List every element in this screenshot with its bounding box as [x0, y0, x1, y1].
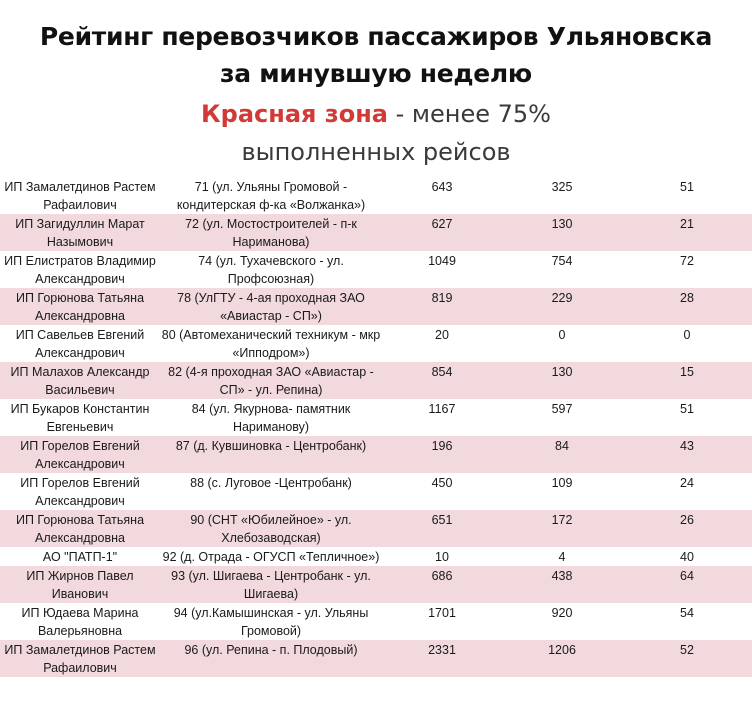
page-header — [0, 0, 752, 171]
route-cell: 74 (ул. Тухачевского - ул. Профсоюзная) — [160, 251, 382, 288]
table-row — [0, 640, 752, 677]
route-cell: 87 (д. Кувшиновка - Центробанк) — [160, 436, 382, 473]
value-2-cell: 754 — [502, 251, 622, 288]
carrier-cell: ИП Малахов Александр Васильевич — [0, 362, 160, 399]
carrier-cell: ИП Замалетдинов Растем Рафаилович — [0, 177, 160, 214]
value-2-cell: 920 — [502, 603, 622, 640]
value-2-cell: 597 — [502, 399, 622, 436]
carrier-cell: ИП Жирнов Павел Иванович — [0, 566, 160, 603]
value-2-cell: 229 — [502, 288, 622, 325]
table-row — [0, 547, 752, 566]
route-cell: 78 (УлГТУ - 4-ая проходная ЗАО «Авиастар - СП») — [160, 288, 382, 325]
value-3-cell: 26 — [622, 510, 752, 547]
carrier-cell: ИП Горелов Евгений Александрович — [0, 436, 160, 473]
carrier-rating-table — [0, 177, 752, 677]
zone-description — [0, 95, 752, 171]
route-cell: 80 (Автомеханический техникум - мкр «Ипподром») — [160, 325, 382, 362]
route-cell: 96 (ул. Репина - п. Плодовый) — [160, 640, 382, 677]
value-3-cell: 40 — [622, 547, 752, 566]
value-3-cell: 52 — [622, 640, 752, 677]
carrier-cell: ИП Горелов Евгений Александрович — [0, 473, 160, 510]
value-2-cell: 4 — [502, 547, 622, 566]
title-line-1: Рейтинг перевозчиков пассажиров Ульяновска — [39, 22, 713, 51]
table-row — [0, 177, 752, 214]
route-cell: 72 (ул. Мостостроителей - п-к Нариманова) — [160, 214, 382, 251]
carrier-cell: ИП Загидуллин Марат Назымович — [0, 214, 160, 251]
value-3-cell: 72 — [622, 251, 752, 288]
value-2-cell: 109 — [502, 473, 622, 510]
value-3-cell: 28 — [622, 288, 752, 325]
value-1-cell: 2331 — [382, 640, 502, 677]
table-row — [0, 399, 752, 436]
carrier-cell: ИП Юдаева Марина Валерьяновна — [0, 603, 160, 640]
route-cell: 92 (д. Отрада - ОГУСП «Тепличное») — [160, 547, 382, 566]
table-row — [0, 251, 752, 288]
value-2-cell: 130 — [502, 362, 622, 399]
value-3-cell: 64 — [622, 566, 752, 603]
carrier-cell: ИП Букаров Константин Евгеньевич — [0, 399, 160, 436]
value-1-cell: 1167 — [382, 399, 502, 436]
value-3-cell: 51 — [622, 177, 752, 214]
route-cell: 93 (ул. Шигаева - Центробанк - ул. Шигаева) — [160, 566, 382, 603]
table-row — [0, 288, 752, 325]
value-1-cell: 819 — [382, 288, 502, 325]
route-cell: 90 (СНТ «Юбилейное» - ул. Хлебозаводская) — [160, 510, 382, 547]
value-2-cell: 325 — [502, 177, 622, 214]
value-3-cell: 24 — [622, 473, 752, 510]
value-1-cell: 450 — [382, 473, 502, 510]
value-1-cell: 1049 — [382, 251, 502, 288]
value-2-cell: 84 — [502, 436, 622, 473]
value-2-cell: 0 — [502, 325, 622, 362]
table-row — [0, 325, 752, 362]
route-cell: 94 (ул.Камышинская - ул. Ульяны Громовой) — [160, 603, 382, 640]
route-cell: 84 (ул. Якурнова- памятник Нариманову) — [160, 399, 382, 436]
route-cell: 88 (с. Луговое -Центробанк) — [160, 473, 382, 510]
table-row — [0, 362, 752, 399]
value-3-cell: 0 — [622, 325, 752, 362]
value-1-cell: 627 — [382, 214, 502, 251]
carrier-cell: АО "ПАТП-1" — [0, 547, 160, 566]
value-3-cell: 54 — [622, 603, 752, 640]
zone-line-2: выполненных рейсов — [241, 138, 511, 166]
value-1-cell: 1701 — [382, 603, 502, 640]
page-title — [0, 0, 752, 92]
route-cell: 82 (4-я проходная ЗАО «Авиастар - СП» - ул. Репина) — [160, 362, 382, 399]
zone-label: Красная зона — [201, 100, 388, 128]
table-row — [0, 214, 752, 251]
table-row — [0, 566, 752, 603]
value-2-cell: 130 — [502, 214, 622, 251]
table-row — [0, 510, 752, 547]
zone-threshold: - менее 75% — [388, 100, 551, 128]
value-2-cell: 1206 — [502, 640, 622, 677]
value-3-cell: 43 — [622, 436, 752, 473]
route-cell: 71 (ул. Ульяны Громовой - кондитерская ф-ка «Волжанка») — [160, 177, 382, 214]
table-row — [0, 603, 752, 640]
title-line-2: за минувшую неделю — [220, 59, 532, 88]
value-3-cell: 51 — [622, 399, 752, 436]
table-row — [0, 473, 752, 510]
value-1-cell: 686 — [382, 566, 502, 603]
carrier-cell: ИП Горюнова Татьяна Александровна — [0, 288, 160, 325]
value-1-cell: 643 — [382, 177, 502, 214]
zone-line-1 — [0, 95, 752, 133]
value-1-cell: 196 — [382, 436, 502, 473]
value-1-cell: 20 — [382, 325, 502, 362]
value-2-cell: 172 — [502, 510, 622, 547]
carrier-cell: ИП Замалетдинов Растем Рафаилович — [0, 640, 160, 677]
table-row — [0, 436, 752, 473]
carrier-cell: ИП Елистратов Владимир Александрович — [0, 251, 160, 288]
value-2-cell: 438 — [502, 566, 622, 603]
value-1-cell: 854 — [382, 362, 502, 399]
value-3-cell: 21 — [622, 214, 752, 251]
carrier-cell: ИП Савельев Евгений Александрович — [0, 325, 160, 362]
table-body — [0, 177, 752, 677]
value-3-cell: 15 — [622, 362, 752, 399]
carrier-cell: ИП Горюнова Татьяна Александровна — [0, 510, 160, 547]
value-1-cell: 651 — [382, 510, 502, 547]
value-1-cell: 10 — [382, 547, 502, 566]
